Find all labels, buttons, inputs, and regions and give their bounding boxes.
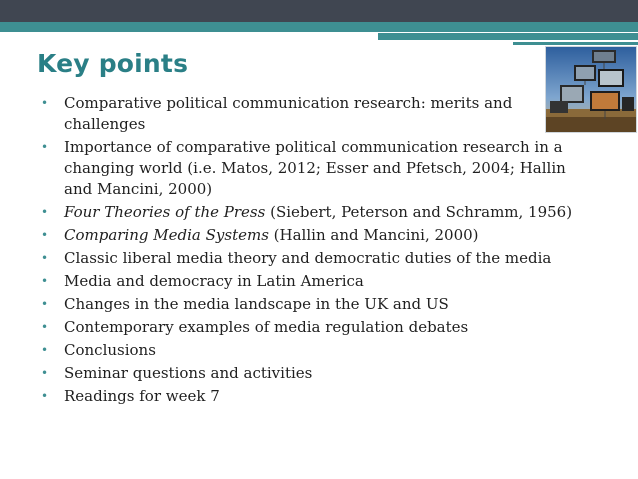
bullet-icon: • — [41, 320, 49, 334]
bullet-icon: • — [41, 205, 49, 219]
header-teal-thin-accent — [513, 42, 638, 45]
bullet-icon: • — [41, 343, 49, 357]
list-item: • Comparative political communication research: merits and challenges — [41, 94, 513, 133]
list-item: • Media and democracy in Latin America — [41, 272, 364, 290]
list-item: • Four Theories of the Press (Siebert, Peterson and Schramm, 1956) — [41, 203, 573, 221]
book-title: Four Theories of the Press — [64, 203, 266, 221]
list-item: • Importance of comparative political communication research in a changing world (i.e. Matos, 2012; Esser and Pfetsch, 2004; Hallin and Mancini, 2000) — [41, 138, 566, 198]
bullet-icon: • — [41, 274, 49, 288]
list-item: • Readings for week 7 — [41, 387, 220, 405]
header-teal-accent — [378, 33, 638, 40]
header-teal-bar — [0, 22, 638, 32]
slide-title: Key points — [37, 49, 189, 78]
header-dark-bar — [0, 0, 638, 22]
list-item: • Conclusions — [41, 341, 156, 359]
bullet-icon: • — [41, 96, 49, 110]
list-item: • Contemporary examples of media regulation debates — [41, 318, 469, 336]
list-item: • Classic liberal media theory and democratic duties of the media — [41, 249, 552, 267]
key-points-list — [38, 93, 593, 409]
list-item: • Seminar questions and activities — [41, 364, 313, 382]
bullet-icon: • — [41, 389, 49, 403]
list-item: • Changes in the media landscape in the UK and US — [41, 295, 449, 313]
bullet-icon: • — [41, 297, 49, 311]
bullet-icon: • — [41, 140, 49, 154]
list-item: • Comparing Media Systems (Hallin and Mancini, 2000) — [41, 226, 479, 244]
bullet-icon: • — [41, 366, 49, 380]
bullet-icon: • — [41, 228, 49, 242]
bullet-icon: • — [41, 251, 49, 265]
book-title: Comparing Media Systems — [64, 226, 269, 244]
